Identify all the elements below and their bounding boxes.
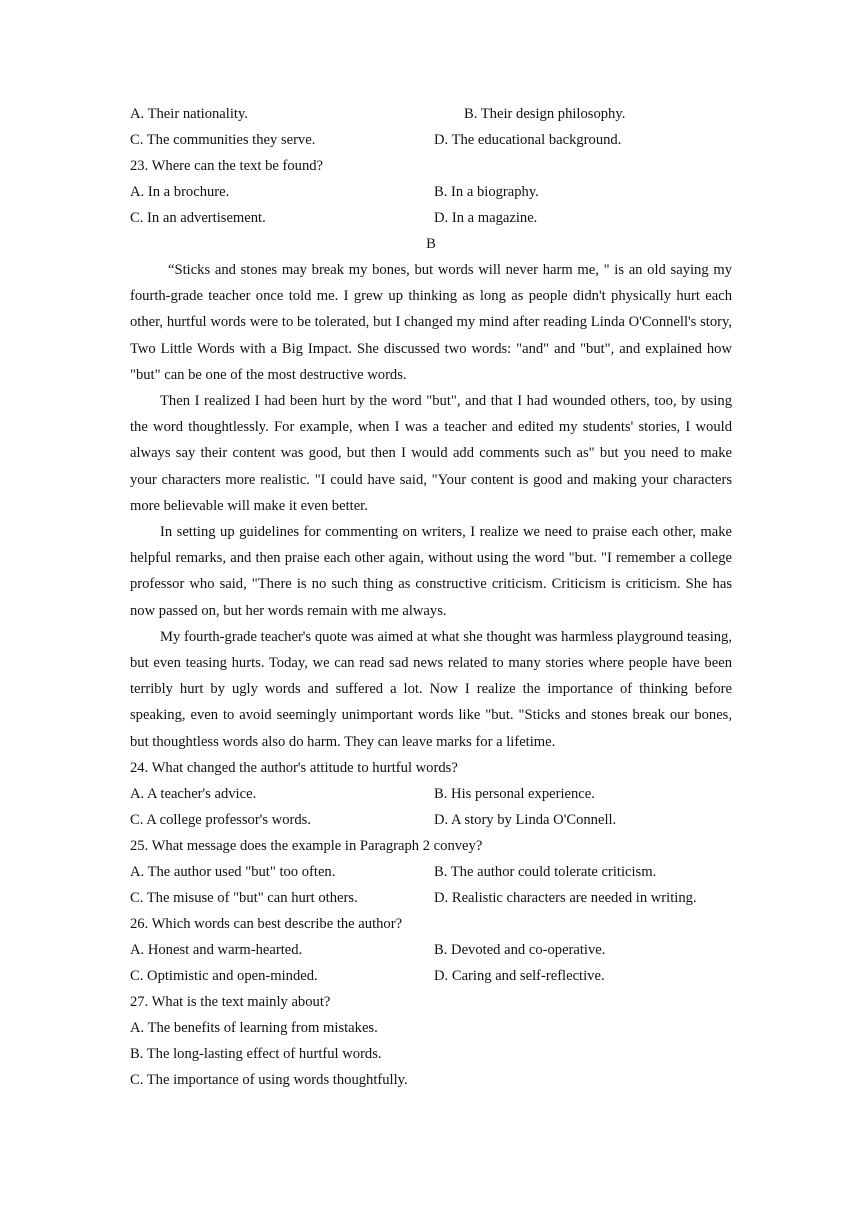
q23-option-a: A. In a brochure. (130, 184, 230, 200)
q23-option-b: B. In a biography. (434, 184, 539, 200)
q27-option-c: C. The importance of using words thoughtfully. (130, 1071, 408, 1088)
q26-options-row-2 (130, 963, 732, 989)
q24-option-c: C. A college professor's words. (130, 811, 311, 828)
q22-option-b: B. Their design philosophy. (464, 106, 626, 122)
passage-paragraph-1: “Sticks and stones may break my bones, but words will never harm me, " is an old saying my fourth-grade teacher once told me. I grew up thinking as long as people didn't physically hurt each other, hurtful words were to be tolerated, but I changed my mind after reading Linda O'Connell's story, Two Little Words with a Big Impact. She discussed two words: "and" and "but", and explained how "but" can be one of the most destructive words. (130, 262, 732, 383)
q27-option-a: A. The benefits of learning from mistakes. (130, 1019, 378, 1036)
q26-option-b: B. Devoted and co-operative. (434, 941, 606, 958)
q25-options-row-2 (130, 885, 732, 911)
q26-options-row-1 (130, 937, 732, 963)
q25-options-row-1 (130, 859, 732, 885)
q25-option-b: B. The author could tolerate criticism. (434, 863, 657, 880)
q26-option-d: D. Caring and self-reflective. (434, 967, 605, 984)
q26-option-c: C. Optimistic and open-minded. (130, 967, 318, 984)
q23-option-c: C. In an advertisement. (130, 210, 266, 226)
q25-option-a: A. The author used "but" too often. (130, 863, 336, 880)
passage-paragraph-3: In setting up guidelines for commenting on writers, I realize we need to praise each other, make helpful remarks, and then praise each other again, without using the word "but. "I remember a college professor who said, "There is no such thing as constructive criticism. Criticism is criticism. She has now passed on, but her words remain with me always. (130, 524, 732, 619)
q26-option-a: A. Honest and warm-hearted. (130, 941, 303, 958)
q26-question: 26. Which words can best describe the author? (130, 915, 403, 932)
q27-question: 27. What is the text mainly about? (130, 993, 331, 1010)
q22-option-c: C. The communities they serve. (130, 132, 316, 148)
q22-option-a: A. Their nationality. (130, 106, 248, 122)
q27-option-b: B. The long-lasting effect of hurtful words. (130, 1045, 382, 1062)
section-label: B (426, 236, 436, 252)
q24-option-a: A. A teacher's advice. (130, 785, 257, 802)
q23-options-row-2 (130, 205, 732, 231)
q25-option-c: C. The misuse of "but" can hurt others. (130, 889, 358, 906)
passage-paragraph-4: My fourth-grade teacher's quote was aimed at what she thought was harmless playground teasing, but even teasing hurts. Today, we can read sad news related to many stories where people have been terribly hurt by ugly words and suffered a lot. Now I realize the importance of thinking before speaking, even to avoid seemingly unimportant words like "but. "Sticks and stones break our bones, but thoughtless words also do harm. They can leave marks for a lifetime. (130, 628, 732, 750)
q24-options-row-1 (130, 781, 732, 807)
q24-option-b: B. His personal experience. (434, 785, 595, 802)
q25-option-d: D. Realistic characters are needed in writing. (434, 889, 697, 906)
q23-option-d: D. In a magazine. (434, 210, 538, 226)
q22-options-row-1 (130, 101, 732, 127)
q25-question: 25. What message does the example in Paragraph 2 convey? (130, 837, 483, 854)
q24-options-row-2 (130, 807, 732, 833)
q23-question: 23. Where can the text be found? (130, 158, 324, 174)
passage-paragraph-2: Then I realized I had been hurt by the word "but", and that I had wounded others, too, by using the word thoughtlessly. For example, when I was a teacher and edited my students' stories, I would always say their content was good, but then I would add comments such as" but you need to make your characters more realistic. "I could have said, "Your content is good and making your characters more believable will make it even better. (130, 393, 732, 514)
q23-options-row-1 (130, 179, 732, 205)
q22-option-d: D. The educational background. (434, 132, 622, 148)
document-page (130, 101, 732, 1093)
q24-option-d: D. A story by Linda O'Connell. (434, 811, 617, 828)
q22-options-row-2 (130, 127, 732, 153)
q24-question: 24. What changed the author's attitude to hurtful words? (130, 759, 458, 776)
